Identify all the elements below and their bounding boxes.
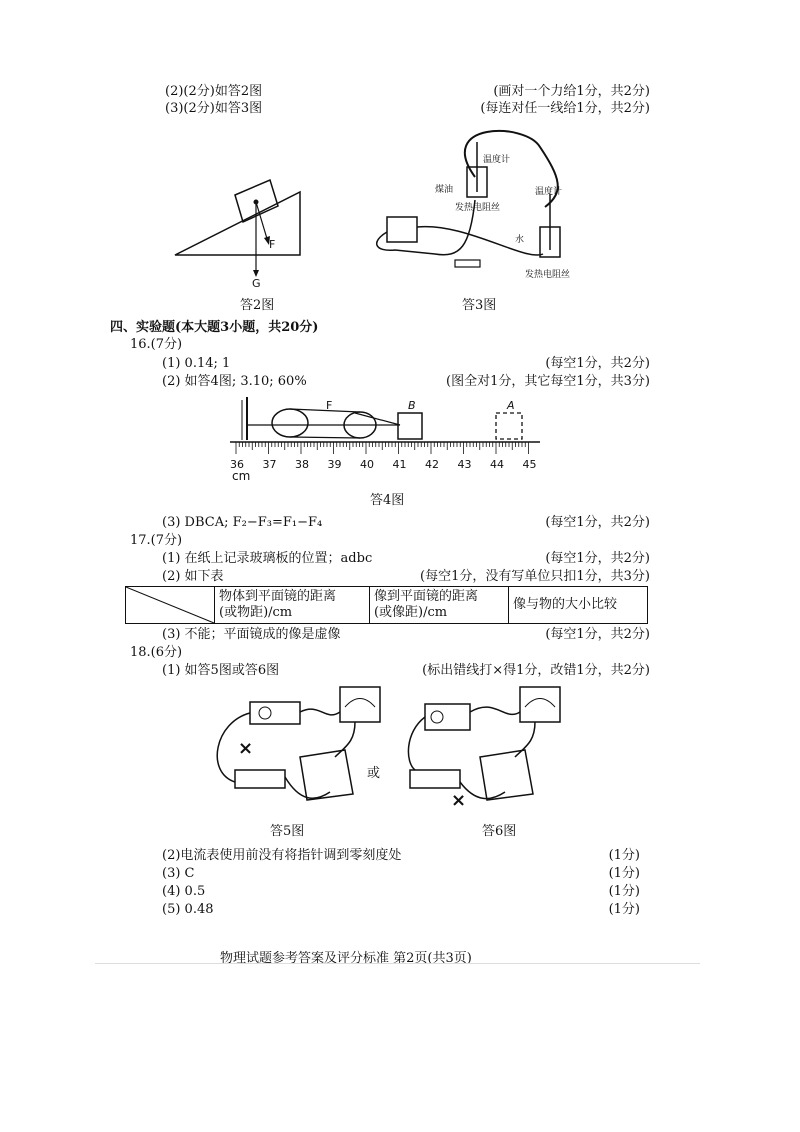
q17-part-3-score: (每空1分，共2分)	[545, 627, 650, 642]
ruler-tick-label: 40	[360, 458, 374, 471]
ruler-tick-label: 39	[327, 458, 342, 471]
q18-part-1: (1) 如答5图或答6图	[162, 663, 280, 678]
q18-part-3: (3) C	[162, 866, 195, 881]
q16-part-2-score: (图全对1分，其它每空1分，共3分)	[446, 374, 650, 389]
q18-part-4: (4) 0.5	[162, 884, 206, 899]
q18-title: 18.(6分)	[130, 645, 183, 660]
figure-4-pulley	[230, 395, 550, 485]
fig4-label-a: A	[507, 399, 515, 412]
figure-4-caption: 答4图	[370, 493, 405, 508]
q17-part-2-score: (每空1分，没有写单位只扣1分，共3分)	[420, 569, 650, 584]
fig5-cross: ×	[238, 738, 254, 759]
fig3-thermo-2: 温度计	[535, 187, 563, 197]
q18-part-5-score: (1分)	[608, 902, 640, 917]
answer-3-score: (每连对任一线给1分，共2分)	[480, 101, 650, 116]
ruler-tick-label: 45	[522, 458, 537, 471]
table-header-image-distance: 像到平面镜的距离 (或像距)/cm	[369, 587, 508, 624]
q17-part-1-score: (每空1分，共2分)	[545, 551, 650, 566]
ruler-tick-label: 36	[230, 458, 244, 471]
or-text: 或	[367, 766, 381, 781]
fig6-cross: ×	[451, 790, 467, 811]
q17-part-1: (1) 在纸上记录玻璃板的位置；adbc	[162, 551, 373, 566]
figure-5-circuit	[205, 682, 365, 812]
ruler-tick-label: 43	[457, 458, 472, 471]
figure-6-caption: 答6图	[482, 824, 517, 839]
answer-3: (3)(2分)如答3图	[165, 101, 263, 116]
table-header-size-compare: 像与物的大小比较	[508, 587, 647, 624]
table-row	[126, 587, 648, 624]
q16-part-1-score: (每空1分，共2分)	[545, 356, 650, 371]
q18-part-2-score: (1分)	[608, 848, 640, 863]
q16-part-1: (1) 0.14; 1	[162, 356, 231, 371]
figure-6-circuit	[405, 682, 565, 812]
ruler-tick-label: 44	[490, 458, 504, 471]
fig4-unit: cm	[232, 469, 251, 483]
q16-part-3: (3) DBCA; F₂−F₃=F₁−F₄	[162, 515, 323, 530]
q17-title: 17.(7分)	[130, 533, 183, 548]
footer-rule	[95, 963, 700, 964]
fig3-resistor-2: 发热电阻丝	[525, 270, 571, 280]
section-4-title: 四、实验题(本大题3小题，共20分)	[110, 320, 319, 335]
q16-part-3-score: (每空1分，共2分)	[545, 515, 650, 530]
page-footer: 物理试题参考答案及评分标准 第2页(共3页)	[220, 951, 472, 966]
fig2-label-f: F	[269, 238, 276, 251]
fig3-kerosene: 煤油	[435, 185, 454, 195]
ruler-tick-label: 38	[295, 458, 309, 471]
q17-table	[125, 586, 648, 624]
ruler-tick-label: 42	[425, 458, 439, 471]
q18-part-2: (2)电流表使用前没有将指针调到零刻度处	[162, 848, 402, 863]
figure-5-caption: 答5图	[270, 824, 305, 839]
fig3-thermo-1: 温度计	[483, 155, 511, 165]
table-header-object-distance: 物体到平面镜的距离 (或物距)/cm	[215, 587, 370, 624]
q18-part-3-score: (1分)	[608, 866, 640, 881]
figure-3-circuit	[375, 132, 605, 282]
q17-part-3: (3) 不能；平面镜成的像是虚像	[162, 627, 341, 642]
fig4-label-f: F	[326, 399, 333, 412]
ruler-tick-label: 41	[392, 458, 407, 471]
table-corner-cell	[126, 587, 215, 624]
figure-3-caption: 答3图	[462, 298, 497, 313]
q16-part-2: (2) 如答4图; 3.10; 60%	[162, 374, 307, 389]
q16-title: 16.(7分)	[130, 337, 183, 352]
fig2-label-g: G	[252, 277, 261, 290]
fig3-resistor-1: 发热电阻丝	[455, 203, 501, 213]
figure-2-incline	[175, 180, 325, 290]
q18-part-1-score: (标出错线打×得1分，改错1分，共2分)	[422, 663, 650, 678]
figure-2-caption: 答2图	[240, 298, 275, 313]
fig4-label-b: B	[408, 399, 416, 412]
q17-part-2: (2) 如下表	[162, 569, 224, 584]
fig3-water: 水	[515, 235, 525, 245]
answer-2-score: (画对一个力给1分，共2分)	[493, 84, 650, 99]
q18-part-5: (5) 0.48	[162, 902, 214, 917]
ruler-tick-label: 37	[262, 458, 277, 471]
answer-2: (2)(2分)如答2图	[165, 84, 263, 99]
q18-part-4-score: (1分)	[608, 884, 640, 899]
